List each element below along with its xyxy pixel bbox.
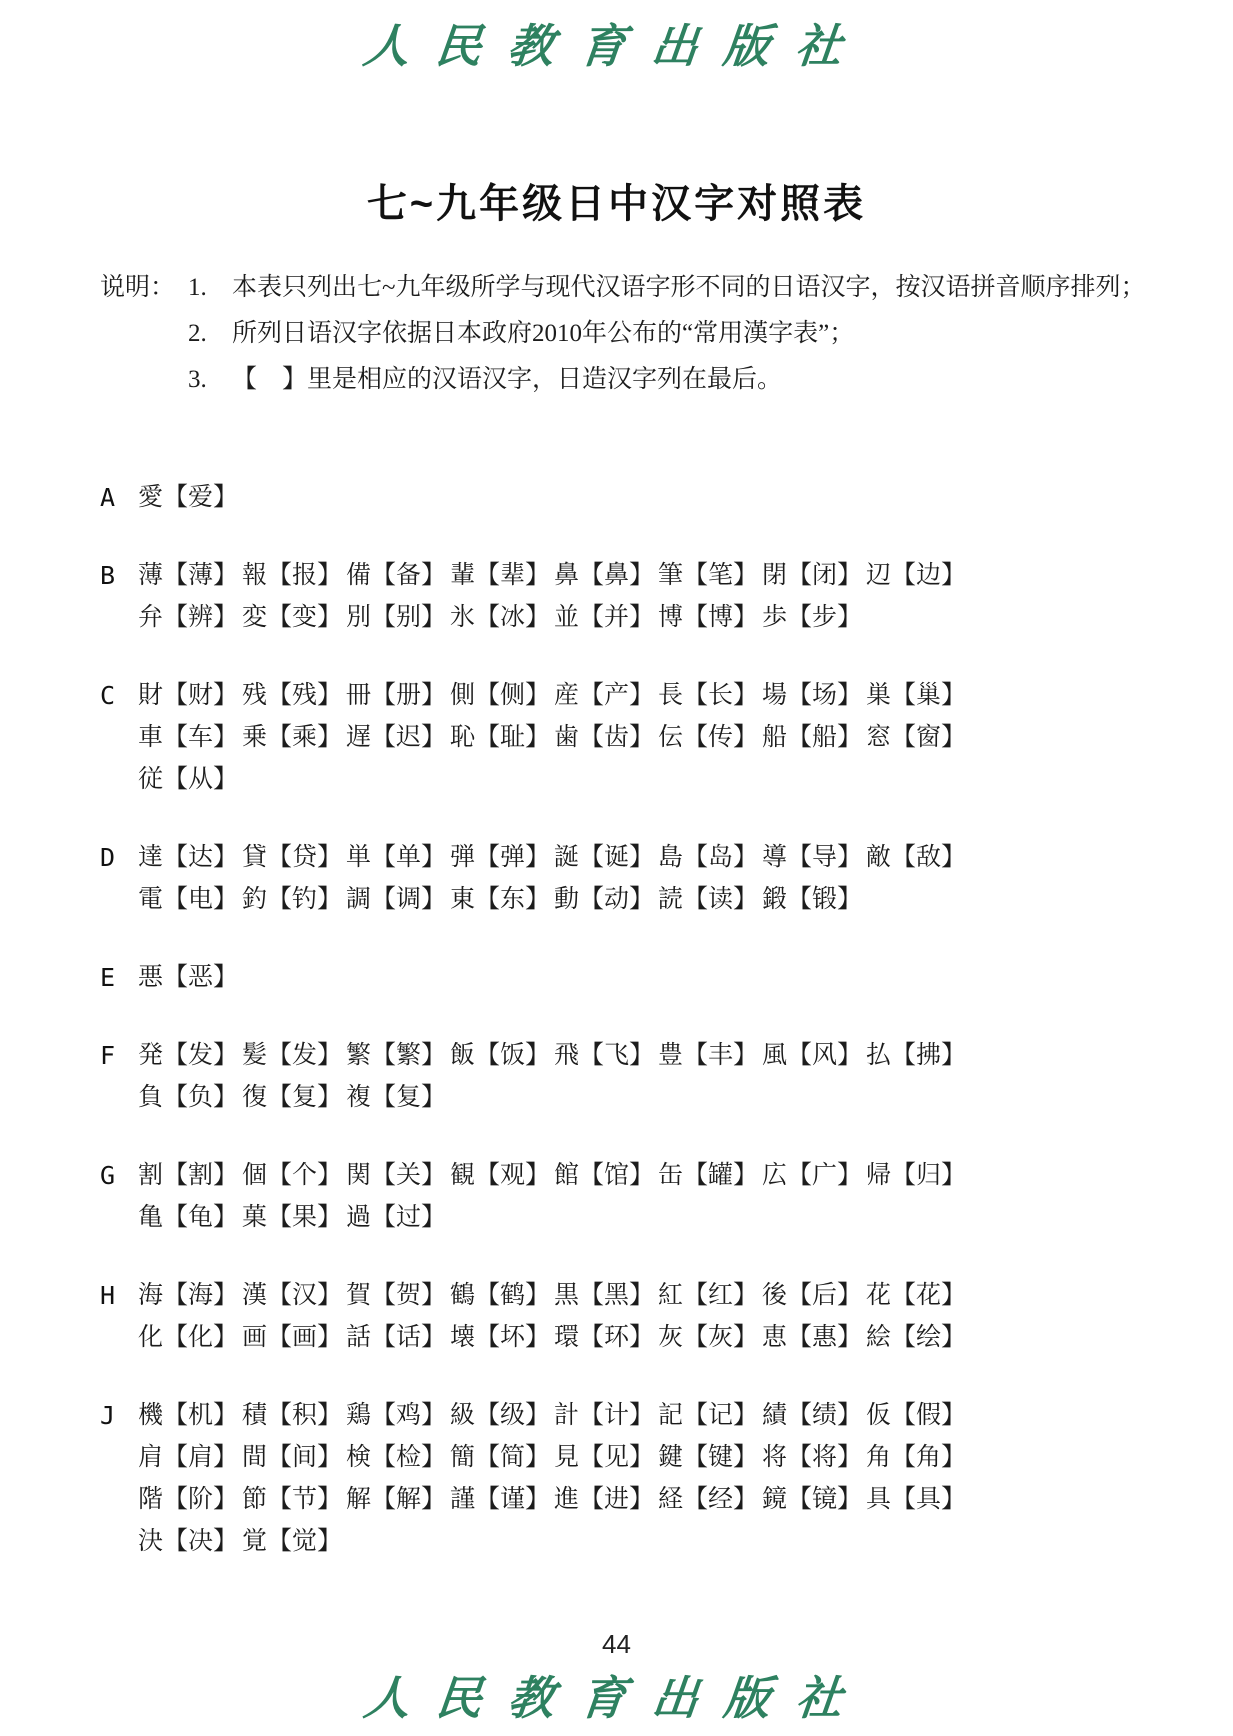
kanji-pair: 機【机】 <box>138 1402 239 1429</box>
kanji-pair: 備【备】 <box>346 562 447 589</box>
kanji-row <box>138 1077 1233 1119</box>
kanji-pair: 海【海】 <box>138 1282 239 1309</box>
note-text: 本表只列出七~九年级所学与现代汉语字形不同的日语汉字，按汉语拼音顺序排列； <box>232 274 1146 301</box>
note-number: 3. <box>188 366 207 393</box>
kanji-pair: 読【读】 <box>658 886 759 913</box>
section-e <box>100 957 1233 999</box>
kanji-pair: 遅【迟】 <box>346 724 447 751</box>
kanji-row <box>138 675 1233 717</box>
kanji-row <box>138 1035 1233 1077</box>
kanji-pair: 検【检】 <box>346 1444 447 1471</box>
kanji-pair: 辺【边】 <box>866 562 967 589</box>
kanji-pair: 決【决】 <box>138 1528 239 1555</box>
note-number: 2. <box>188 320 207 347</box>
kanji-pair: 館【馆】 <box>554 1162 655 1189</box>
section-letter: G <box>100 1161 116 1190</box>
section-letter: J <box>100 1401 116 1430</box>
kanji-pair: 鼻【鼻】 <box>554 562 655 589</box>
kanji-pair: 残【残】 <box>242 682 343 709</box>
kanji-row <box>138 1275 1233 1317</box>
kanji-pair: 缶【罐】 <box>658 1162 759 1189</box>
kanji-pair: 島【岛】 <box>658 844 759 871</box>
section-letter: A <box>100 483 116 512</box>
kanji-pair: 導【导】 <box>762 844 863 871</box>
kanji-row <box>138 879 1233 921</box>
kanji-pair: 節【节】 <box>242 1486 343 1513</box>
note-text: 【 】里是相应的汉语汉字，日造汉字列在最后。 <box>232 366 783 393</box>
note-line <box>100 311 1160 357</box>
kanji-pair: 見【见】 <box>554 1444 655 1471</box>
kanji-pair: 財【财】 <box>138 682 239 709</box>
kanji-pair: 級【级】 <box>450 1402 551 1429</box>
kanji-pair: 将【将】 <box>762 1444 863 1471</box>
kanji-pair: 長【长】 <box>658 682 759 709</box>
section-letter: F <box>100 1041 116 1070</box>
kanji-pair: 冊【册】 <box>346 682 447 709</box>
section-g <box>100 1155 1233 1239</box>
kanji-pair: 豊【丰】 <box>658 1042 759 1069</box>
kanji-pair: 氷【冰】 <box>450 604 551 631</box>
section-d <box>100 837 1233 921</box>
publisher-logo-top: 人民教育出版社 <box>360 19 871 73</box>
kanji-pair: 飯【饭】 <box>450 1042 551 1069</box>
kanji-row <box>138 957 1233 999</box>
kanji-pair: 鍵【键】 <box>658 1444 759 1471</box>
kanji-pair: 簡【简】 <box>450 1444 551 1471</box>
kanji-pair: 灰【灰】 <box>658 1324 759 1351</box>
kanji-row <box>138 1479 1233 1521</box>
kanji-pair: 積【积】 <box>242 1402 343 1429</box>
kanji-pair: 仮【假】 <box>866 1402 967 1429</box>
section-rows <box>138 957 1233 999</box>
kanji-pair: 閉【闭】 <box>762 562 863 589</box>
kanji-pair: 単【单】 <box>346 844 447 871</box>
kanji-row <box>138 597 1233 639</box>
kanji-pair: 間【间】 <box>242 1444 343 1471</box>
section-h <box>100 1275 1233 1359</box>
kanji-pair: 博【博】 <box>658 604 759 631</box>
kanji-pair: 東【东】 <box>450 886 551 913</box>
section-rows <box>138 1035 1233 1119</box>
notes-label: 说明： <box>100 274 176 301</box>
kanji-row <box>138 1197 1233 1239</box>
kanji-sections <box>100 477 1233 1563</box>
kanji-row <box>138 1437 1233 1479</box>
kanji-pair: 発【发】 <box>138 1042 239 1069</box>
section-rows <box>138 555 1233 639</box>
note-text: 所列日语汉字依据日本政府2010年公布的“常用漢字表”； <box>232 320 855 347</box>
kanji-pair: 後【后】 <box>762 1282 863 1309</box>
kanji-pair: 鏡【镜】 <box>762 1486 863 1513</box>
kanji-pair: 化【化】 <box>138 1324 239 1351</box>
kanji-pair: 払【拂】 <box>866 1042 967 1069</box>
kanji-row <box>138 1317 1233 1359</box>
kanji-pair: 電【电】 <box>138 886 239 913</box>
section-rows <box>138 1155 1233 1239</box>
kanji-pair: 具【具】 <box>866 1486 967 1513</box>
kanji-pair: 並【并】 <box>554 604 655 631</box>
kanji-pair: 鶴【鹤】 <box>450 1282 551 1309</box>
kanji-pair: 敵【敌】 <box>866 844 967 871</box>
note-line <box>100 265 1160 311</box>
kanji-pair: 車【车】 <box>138 724 239 751</box>
kanji-row <box>138 759 1233 801</box>
kanji-pair: 記【记】 <box>658 1402 759 1429</box>
kanji-pair: 弾【弹】 <box>450 844 551 871</box>
kanji-pair: 解【解】 <box>346 1486 447 1513</box>
kanji-pair: 謹【谨】 <box>450 1486 551 1513</box>
section-j <box>100 1395 1233 1563</box>
kanji-pair: 歩【步】 <box>762 604 863 631</box>
kanji-pair: 話【话】 <box>346 1324 447 1351</box>
kanji-row <box>138 1155 1233 1197</box>
section-letter: H <box>100 1281 116 1310</box>
kanji-pair: 肩【肩】 <box>138 1444 239 1471</box>
kanji-pair: 恵【惠】 <box>762 1324 863 1351</box>
kanji-pair: 変【变】 <box>242 604 343 631</box>
kanji-pair: 鶏【鸡】 <box>346 1402 447 1429</box>
kanji-pair: 覚【觉】 <box>242 1528 343 1555</box>
kanji-pair: 絵【绘】 <box>866 1324 967 1351</box>
kanji-pair: 乗【乘】 <box>242 724 343 751</box>
kanji-pair: 恥【耻】 <box>450 724 551 751</box>
kanji-pair: 弁【辨】 <box>138 604 239 631</box>
kanji-pair: 広【广】 <box>762 1162 863 1189</box>
kanji-pair: 誕【诞】 <box>554 844 655 871</box>
kanji-pair: 薄【薄】 <box>138 562 239 589</box>
kanji-pair: 菓【果】 <box>242 1204 343 1231</box>
kanji-pair: 画【画】 <box>242 1324 343 1351</box>
kanji-pair: 産【产】 <box>554 682 655 709</box>
kanji-pair: 割【割】 <box>138 1162 239 1189</box>
kanji-pair: 達【达】 <box>138 844 239 871</box>
kanji-pair: 輩【辈】 <box>450 562 551 589</box>
kanji-pair: 計【计】 <box>554 1402 655 1429</box>
section-rows <box>138 837 1233 921</box>
section-letter: D <box>100 843 116 872</box>
kanji-pair: 場【场】 <box>762 682 863 709</box>
kanji-pair: 報【报】 <box>242 562 343 589</box>
kanji-pair: 壊【坏】 <box>450 1324 551 1351</box>
kanji-pair: 風【风】 <box>762 1042 863 1069</box>
kanji-pair: 鍛【锻】 <box>762 886 863 913</box>
kanji-row <box>138 717 1233 759</box>
kanji-pair: 船【船】 <box>762 724 863 751</box>
kanji-pair: 巣【巢】 <box>866 682 967 709</box>
section-letter: B <box>100 561 116 590</box>
kanji-row <box>138 477 1233 519</box>
kanji-pair: 髪【发】 <box>242 1042 343 1069</box>
kanji-pair: 調【调】 <box>346 886 447 913</box>
section-letter: E <box>100 963 116 992</box>
notes-block <box>100 265 1160 403</box>
section-rows <box>138 1275 1233 1359</box>
kanji-pair: 復【复】 <box>242 1084 343 1111</box>
kanji-pair: 動【动】 <box>554 886 655 913</box>
kanji-pair: 階【阶】 <box>138 1486 239 1513</box>
kanji-pair: 負【负】 <box>138 1084 239 1111</box>
kanji-pair: 経【经】 <box>658 1486 759 1513</box>
note-line <box>100 357 1160 403</box>
kanji-pair: 進【进】 <box>554 1486 655 1513</box>
kanji-pair: 亀【龟】 <box>138 1204 239 1231</box>
kanji-pair: 愛【爱】 <box>138 484 239 511</box>
section-a <box>100 477 1233 519</box>
section-rows <box>138 1395 1233 1563</box>
kanji-pair: 釣【钓】 <box>242 886 343 913</box>
kanji-pair: 別【别】 <box>346 604 447 631</box>
page-title: 七~九年级日中汉字对照表 <box>366 182 867 226</box>
kanji-pair: 繁【繁】 <box>346 1042 447 1069</box>
section-f <box>100 1035 1233 1119</box>
kanji-pair: 黒【黑】 <box>554 1282 655 1309</box>
kanji-pair: 賀【贺】 <box>346 1282 447 1309</box>
kanji-pair: 窓【窗】 <box>866 724 967 751</box>
kanji-row <box>138 1521 1233 1563</box>
publisher-logo-bottom: 人民教育出版社 <box>361 1671 872 1725</box>
kanji-pair: 複【复】 <box>346 1084 447 1111</box>
kanji-pair: 貸【贷】 <box>242 844 343 871</box>
section-letter: C <box>100 681 116 710</box>
kanji-pair: 飛【飞】 <box>554 1042 655 1069</box>
kanji-row <box>138 555 1233 597</box>
section-b <box>100 555 1233 639</box>
kanji-pair: 歯【齿】 <box>554 724 655 751</box>
page-number: 44 <box>602 1629 631 1659</box>
section-rows <box>138 477 1233 519</box>
kanji-pair: 観【观】 <box>450 1162 551 1189</box>
kanji-pair: 角【角】 <box>866 1444 967 1471</box>
kanji-pair: 紅【红】 <box>658 1282 759 1309</box>
kanji-pair: 環【环】 <box>554 1324 655 1351</box>
kanji-pair: 帰【归】 <box>866 1162 967 1189</box>
kanji-pair: 関【关】 <box>346 1162 447 1189</box>
kanji-pair: 績【绩】 <box>762 1402 863 1429</box>
kanji-pair: 花【花】 <box>866 1282 967 1309</box>
kanji-row <box>138 1395 1233 1437</box>
kanji-pair: 伝【传】 <box>658 724 759 751</box>
section-rows <box>138 675 1233 801</box>
kanji-pair: 悪【恶】 <box>138 964 239 991</box>
kanji-pair: 過【过】 <box>346 1204 447 1231</box>
kanji-pair: 漢【汉】 <box>242 1282 343 1309</box>
kanji-pair: 側【侧】 <box>450 682 551 709</box>
kanji-pair: 筆【笔】 <box>658 562 759 589</box>
kanji-row <box>138 837 1233 879</box>
kanji-pair: 従【从】 <box>138 766 239 793</box>
note-number: 1. <box>188 274 207 301</box>
section-c <box>100 675 1233 801</box>
kanji-pair: 個【个】 <box>242 1162 343 1189</box>
